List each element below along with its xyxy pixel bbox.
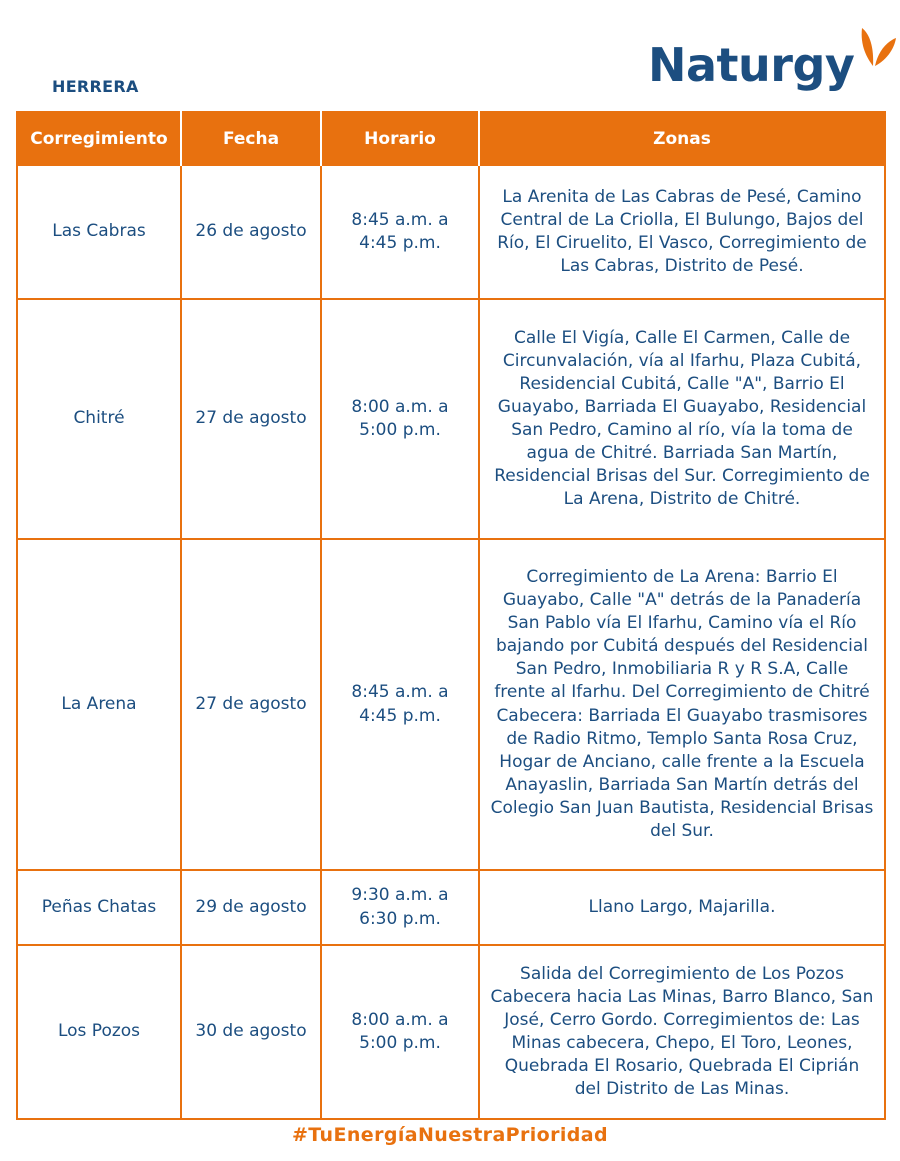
table-row — [17, 870, 885, 945]
naturgy-logo — [648, 26, 898, 92]
horario-start: 8:00 a.m. a — [351, 1009, 449, 1030]
cell-corregimiento: Los Pozos — [17, 945, 181, 1119]
cell-horario — [321, 945, 479, 1119]
table-row — [17, 165, 885, 299]
cell-horario — [321, 165, 479, 299]
cell-zonas: Llano Largo, Majarilla. — [479, 870, 885, 945]
cell-zonas: Calle El Vigía, Calle El Carmen, Calle de Circunvalación, vía al Ifarhu, Plaza Cubitá, Residencial Cubitá, Calle "A", Barrio El Guayabo, Barriada El Guayabo, Residencial San Pedro, Camino al río, vía la toma de agua de Chitré. Barriada San Martín, Residencial Brisas del Sur. Corregimiento de La Arena, Distrito de Chitré. — [479, 299, 885, 539]
cell-zonas: Salida del Corregimiento de Los Pozos Cabecera hacia Las Minas, Barro Blanco, San José, Cerro Gordo. Corregimientos de: Las Minas cabecera, Chepo, El Toro, Leones, Quebrada El Rosario, Quebrada El Ciprián del Distrito de Las Minas. — [479, 945, 885, 1119]
cell-fecha: 27 de agosto — [181, 299, 321, 539]
cell-fecha: 29 de agosto — [181, 870, 321, 945]
region-title: HERRERA — [52, 77, 139, 96]
logo-wordmark: Naturgy — [648, 38, 855, 92]
butterfly-icon — [856, 26, 898, 74]
schedule-table — [16, 111, 886, 1120]
table-header-row — [17, 112, 885, 165]
cell-horario — [321, 539, 479, 870]
horario-end: 4:45 p.m. — [359, 705, 441, 726]
cell-zonas: Corregimiento de La Arena: Barrio El Guayabo, Calle "A" detrás de la Panadería San Pablo vía El Ifarhu, Camino vía el Río bajando por Cubitá después del Residencial San Pedro, Inmobiliaria R y R S.A, Calle frente al Ifarhu. Del Corregimiento de Chitré Cabecera: Barriada El Guayabo trasmisores de Radio Ritmo, Templo Santa Rosa Cruz, Hogar de Anciano, calle frente a la Escuela Anayaslin, Barriada San Martín detrás del Colegio San Juan Bautista, Residencial Brisas del Sur. — [479, 539, 885, 870]
horario-end: 4:45 p.m. — [359, 233, 441, 253]
table-row — [17, 945, 885, 1119]
horario-end: 5:00 p.m. — [359, 420, 441, 440]
horario-start: 8:00 a.m. a — [351, 396, 449, 417]
table-row — [17, 299, 885, 539]
cell-corregimiento: Peñas Chatas — [17, 870, 181, 945]
horario-start: 8:45 a.m. a — [351, 682, 449, 703]
cell-corregimiento: La Arena — [17, 539, 181, 870]
cell-fecha: 26 de agosto — [181, 165, 321, 299]
cell-fecha: 27 de agosto — [181, 539, 321, 870]
header-corregimiento: Corregimiento — [17, 112, 181, 165]
cell-horario — [321, 299, 479, 539]
header-horario: Horario — [321, 112, 479, 165]
horario-end: 5:00 p.m. — [359, 1033, 441, 1053]
horario-start: 8:45 a.m. a — [351, 209, 449, 230]
cell-corregimiento: Las Cabras — [17, 165, 181, 299]
cell-horario — [321, 870, 479, 945]
horario-end: 6:30 p.m. — [359, 908, 441, 929]
header-zonas: Zonas — [479, 112, 885, 165]
campaign-hashtag: #TuEnergíaNuestraPrioridad — [291, 1124, 609, 1146]
header-fecha: Fecha — [181, 112, 321, 165]
horario-start: 9:30 a.m. a — [351, 885, 449, 906]
cell-corregimiento: Chitré — [17, 299, 181, 539]
table-row — [17, 539, 885, 870]
cell-fecha: 30 de agosto — [181, 945, 321, 1119]
cell-zonas: La Arenita de Las Cabras de Pesé, Camino Central de La Criolla, El Bulungo, Bajos del Río, El Ciruelito, El Vasco, Corregimiento de Las Cabras, Distrito de Pesé. — [479, 165, 885, 299]
